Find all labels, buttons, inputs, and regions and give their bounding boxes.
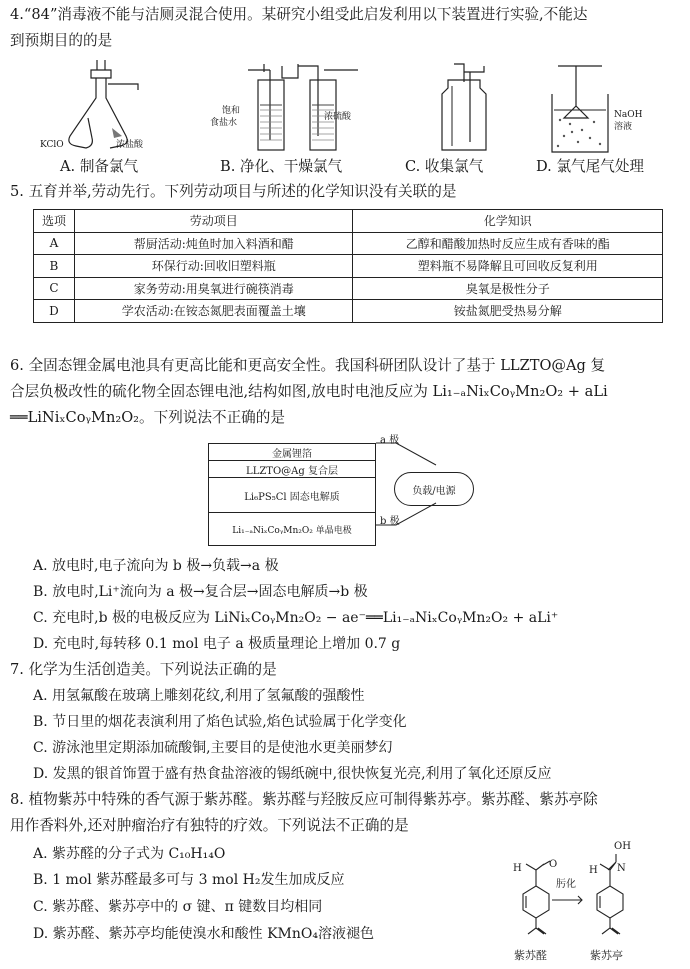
layer-composite: LLZTO@Ag 复合层 [208,460,376,478]
q7-option-b: B. 节日里的烟花表演利用了焰色试验,焰色试验属于化学变化 [33,714,407,730]
table-cell: D [34,300,75,323]
table-cell: 家务劳动:用臭氧进行碗筷消毒 [74,277,353,300]
table-cell: A [34,232,75,255]
struct-n: N [617,863,626,874]
apparatus-b-illustration [248,60,358,155]
label-solution: 溶液 [614,122,633,132]
q7-option-a: A. 用氢氟酸在玻璃上雕刻花纹,利用了氢氟酸的强酸性 [33,688,365,704]
q4-option-c: C. 收集氯气 [405,158,484,175]
q8-stem-line1: 8. 植物紫苏中特殊的香气源于紫苏醛。紫苏醛与羟胺反应可制得紫苏亭。紫苏醛、紫苏亭除 [10,791,598,808]
q5-stem: 5. 五育并举,劳动先行。下列劳动项目与所述的化学知识没有关联的是 [10,183,457,200]
label-conc-hcl: 浓盐酸 [116,140,144,150]
reaction-arrow [552,892,586,904]
table-cell: C [34,277,75,300]
name-perillaldehyde: 紫苏醛 [514,949,547,962]
label-saturated: 饱和 [222,106,241,116]
label-naoh: NaOH [614,110,643,120]
table-header-row [34,210,663,233]
table-cell: 帮厨活动:炖鱼时加入料酒和醋 [74,232,353,255]
table-cell: 臭氧是极性分子 [353,277,663,300]
table-cell: 学农活动:在铵态氮肥表面覆盖土壤 [74,300,353,323]
q8-option-b: B. 1 mol 紫苏醛最多可与 3 mol H₂发生加成反应 [33,872,345,888]
struct-oh: OH [614,841,631,852]
q4-option-b: B. 净化、干燥氯气 [220,158,343,175]
label-b-pole: b 极 [380,516,400,527]
header-cell: 劳动项目 [74,210,353,233]
load-power-source: 负载/电源 [394,472,474,506]
apparatus-a-illustration [60,58,150,153]
q5-table [33,209,663,323]
q6-stem-line3: ══LiNiₓCoᵧMn₂O₂。下列说法不正确的是 [10,409,285,426]
q6-option-b: B. 放电时,Li⁺流向为 a 极→复合层→固态电解质→b 极 [33,584,368,600]
table-row [34,277,663,300]
header-cell: 化学知识 [353,210,663,233]
apparatus-d-illustration [550,64,620,154]
q6-option-c: C. 充电时,b 极的电极反应为 LiNiₓCoᵧMn₂O₂ − ae⁻══Li₁₋ₐNiₓCoᵧMn₂O₂ + aLi⁺ [33,610,559,626]
q6-stem-line2: 合层负极改性的硫化物全固态锂电池,结构如图,放电时电池反应为 Li₁₋ₐNiₓCoᵧMn₂O₂ + aLi [10,383,608,400]
q8-option-d: D. 紫苏醛、紫苏亭均能使溴水和酸性 KMnO₄溶液褪色 [33,926,374,942]
layer-cathode: Li₁₋ₐNiₓCoᵧMn₂O₂ 单晶电极 [208,512,376,546]
label-a-pole: a 极 [380,435,400,446]
q7-option-c: C. 游泳池里定期添加硫酸铜,主要目的是使池水更美丽梦幻 [33,740,393,756]
q8-option-c: C. 紫苏醛、紫苏亭中的 σ 键、π 键数目均相同 [33,899,323,915]
table-cell: 塑料瓶不易降解且可回收反复利用 [353,255,663,278]
q4-option-d: D. 氯气尾气处理 [536,158,645,175]
q8-option-a: A. 紫苏醛的分子式为 C₁₀H₁₄O [33,846,226,862]
table-cell: 乙醇和醋酸加热时反应生成有香味的酯 [353,232,663,255]
struct-h-2: H [589,865,598,876]
arrow-label: 肟化 [556,879,576,890]
table-cell: B [34,255,75,278]
q6-option-a: A. 放电时,电子流向为 b 极→负载→a 极 [33,558,279,574]
header-cell: 选项 [34,210,75,233]
struct-h-1: H [513,863,522,874]
label-kclo: KClO [40,140,64,150]
table-row [34,255,663,278]
q7-stem: 7. 化学为生活创造美。下列说法正确的是 [10,661,277,678]
q8-stem-line2: 用作香料外,还对肿瘤治疗有独特的疗效。下列说法不正确的是 [10,817,409,834]
label-brine: 食盐水 [210,118,238,128]
perillaldehyde-structure [514,859,564,948]
apparatus-c-illustration [440,62,500,152]
layer-electrolyte: Li₆PS₅Cl 固态电解质 [208,477,376,513]
perillaldoxime-structure [588,848,638,948]
q6-stem-line1: 6. 全固态锂金属电池具有更高比能和更高安全性。我国科研团队设计了基于 LLZTO@Ag 复 [10,357,606,374]
q4-option-a: A. 制备氯气 [60,158,139,175]
q4-stem-line1: 4.“84”消毒液不能与洁厕灵混合使用。某研究小组受此启发利用以下装置进行实验,不能达 [10,6,588,23]
layer-lithium-foil: 金属锂箔 [208,443,376,461]
struct-o: O [549,859,558,870]
table-row [34,300,663,323]
table-cell: 铵盐氮肥受热易分解 [353,300,663,323]
table-cell: 环保行动:回收旧塑料瓶 [74,255,353,278]
table-row [34,232,663,255]
q6-option-d: D. 充电时,每转移 0.1 mol 电子 a 极质量理论上增加 0.7 g [33,636,401,652]
name-perillaldoxime: 紫苏亭 [590,949,623,962]
q4-stem-line2: 到预期目的的是 [10,32,113,49]
label-conc-h2so4: 浓硫酸 [324,112,352,122]
q7-option-d: D. 发黑的银首饰置于盛有热食盐溶液的锡纸碗中,很快恢复光亮,利用了氧化还原反应 [33,766,552,782]
